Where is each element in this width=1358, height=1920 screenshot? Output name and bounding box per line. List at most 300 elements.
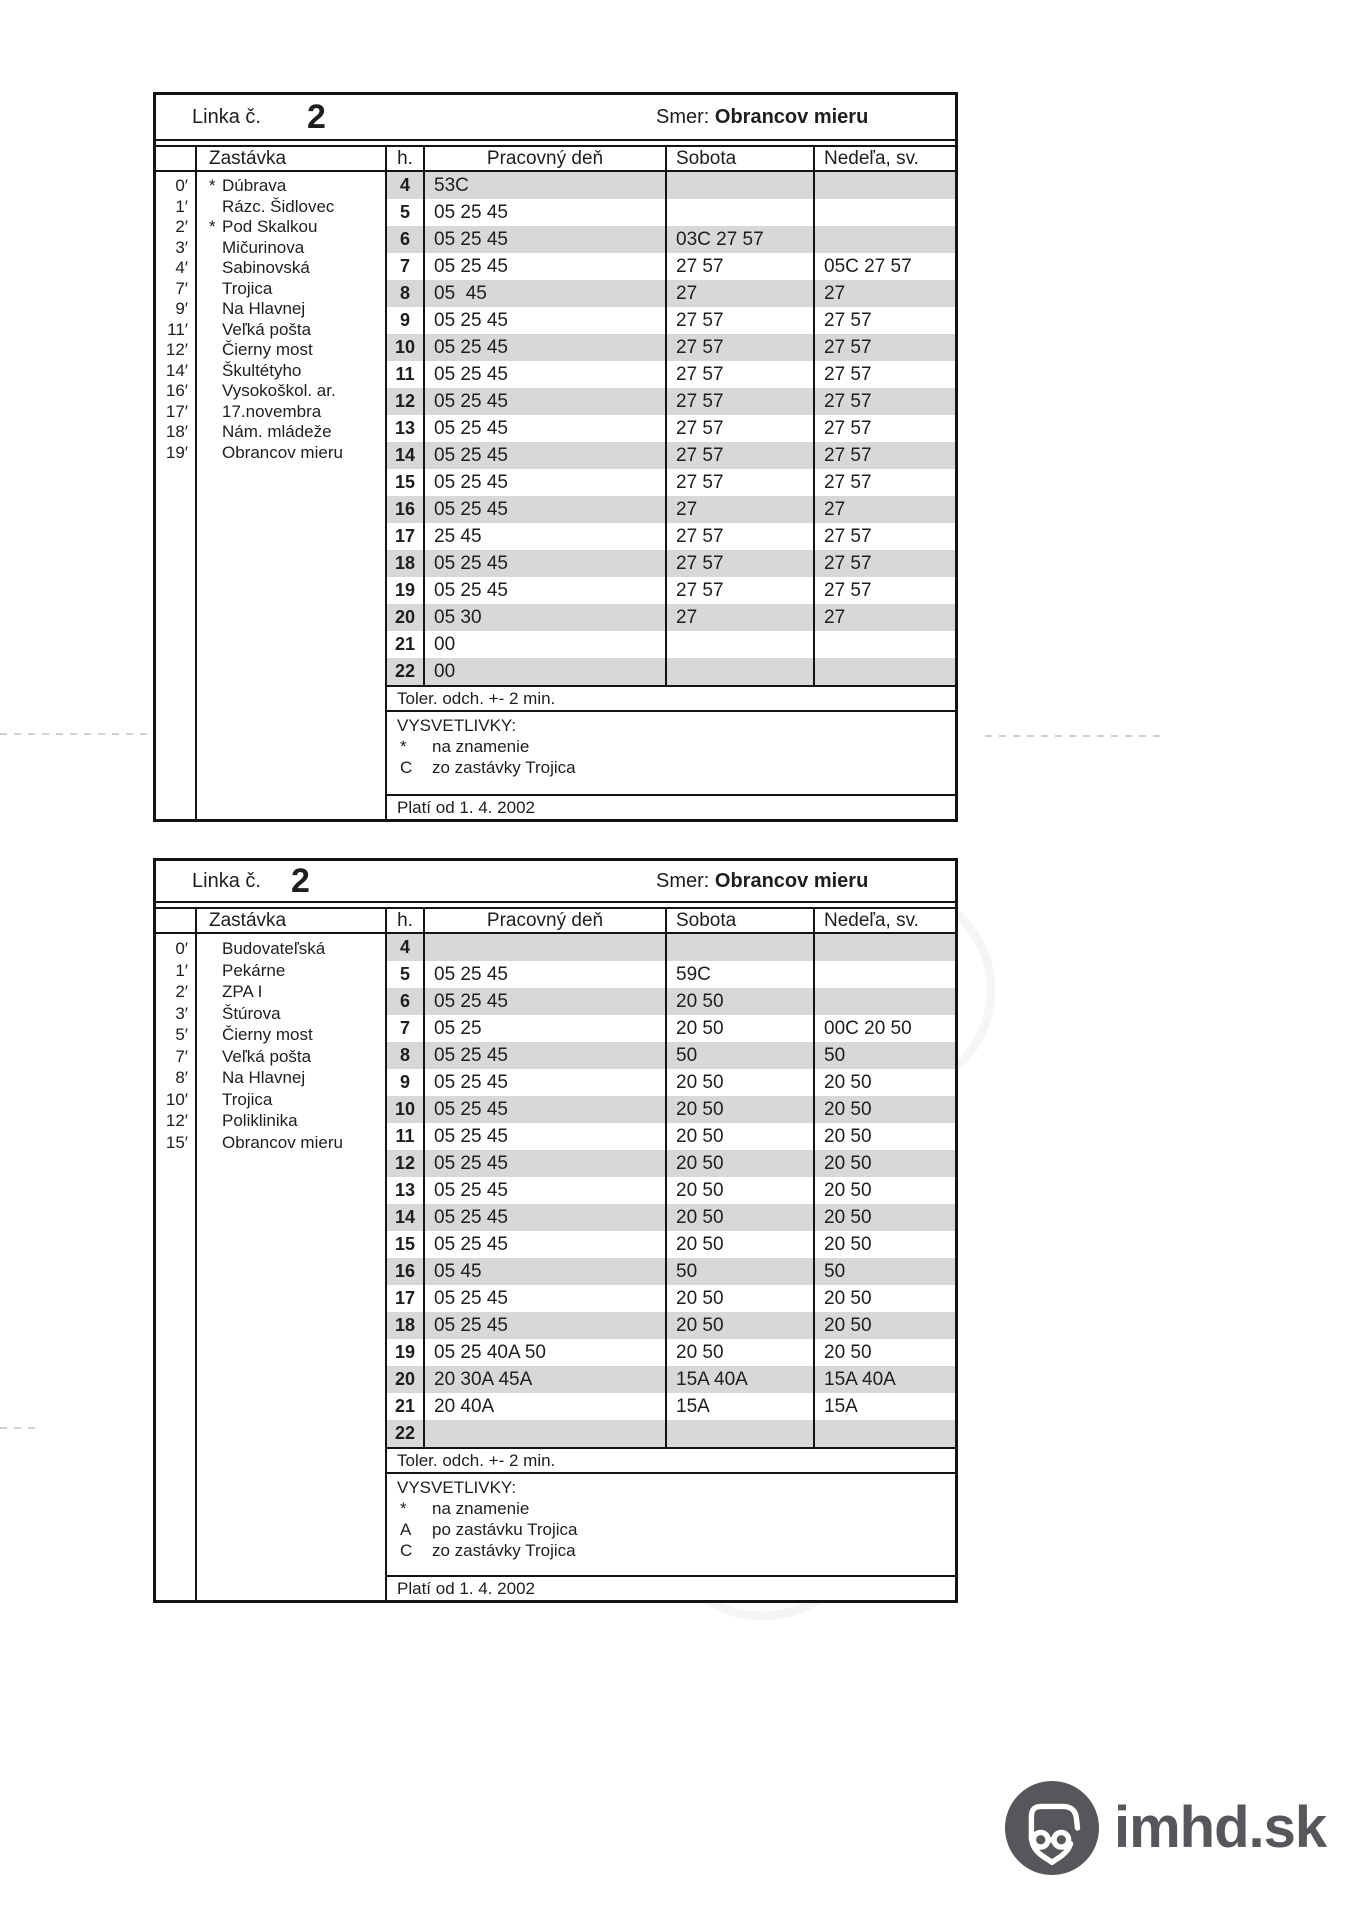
- hour-row: [387, 934, 955, 961]
- stop-name-line: [197, 340, 385, 361]
- hour-cell: 16: [387, 1258, 425, 1285]
- hour-cell: 8: [387, 280, 425, 307]
- hour-row: [387, 1204, 955, 1231]
- workday-times: 05 25: [425, 1015, 667, 1042]
- stop-name: Na Hlavnej: [222, 1068, 306, 1087]
- column-header-hour: h.: [387, 909, 425, 932]
- timetable-grid: [156, 907, 955, 1600]
- hour-cell: 4: [387, 172, 425, 199]
- stop-name: Veľká pošta: [222, 1046, 312, 1066]
- sunday-times: 27: [824, 282, 846, 304]
- legend-block: [387, 710, 955, 794]
- sunday-times: 20 50: [824, 1071, 872, 1093]
- saturday-times: 15A 40A: [667, 1366, 815, 1393]
- stop-name-line: [197, 938, 385, 960]
- workday-times: 53C: [425, 172, 667, 199]
- hour-row: [387, 1258, 955, 1285]
- stop-offset: 1′: [175, 196, 188, 216]
- stop-name-line: [197, 402, 385, 423]
- column-header-workday: Pracovný deň: [425, 909, 667, 932]
- sunday-times: 27 57: [824, 552, 872, 574]
- workday-times: 05 25 45: [425, 361, 667, 388]
- stop-offset: 7′: [175, 1046, 188, 1066]
- saturday-times: 20 50: [667, 1339, 815, 1366]
- sunday-times: 20 50: [824, 1179, 872, 1201]
- column-header-row: [156, 909, 955, 934]
- stop-name: Štúrova: [222, 1003, 281, 1023]
- legend-item: [397, 736, 955, 757]
- sunday-times: [815, 961, 955, 988]
- stop-names-column: [197, 934, 387, 1600]
- direction-value: Obrancov mieru: [714, 869, 869, 892]
- saturday-times: 20 50: [667, 1123, 815, 1150]
- stop-name: Budovateľská: [222, 939, 326, 958]
- timetable-grid: [156, 145, 955, 819]
- sunday-times: [815, 226, 955, 253]
- stop-offset: 3′: [175, 237, 188, 257]
- hour-cell: 9: [387, 1069, 425, 1096]
- hour-cell: 4: [387, 934, 425, 961]
- sunday-times: 00C 20 50: [824, 1017, 912, 1039]
- stop-name-line: [197, 1003, 385, 1025]
- saturday-times: 20 50: [667, 1096, 815, 1123]
- stop-name-line: [197, 279, 385, 300]
- stop-name: Čierny most: [222, 1025, 313, 1044]
- scan-artifact: [0, 733, 148, 735]
- workday-times: 20 40A: [425, 1393, 667, 1420]
- hour-row: [387, 631, 955, 658]
- imhd-logo-icon: [1003, 1779, 1101, 1877]
- stop-offset: 12′: [165, 340, 188, 359]
- stop-name-line: [197, 1024, 385, 1046]
- sunday-times: 27 57: [824, 444, 872, 466]
- direction-label: Smer:: [656, 105, 715, 128]
- workday-times: 05 30: [425, 604, 667, 631]
- hour-cell: 22: [387, 658, 425, 685]
- legend-symbol: A: [400, 1520, 412, 1539]
- stop-name-line: [197, 1067, 385, 1089]
- saturday-times: 27 57: [667, 415, 815, 442]
- hour-row: [387, 361, 955, 388]
- workday-times: 05 25 45: [425, 1204, 667, 1231]
- column-header-sunday: Nedeľa, sv.: [824, 147, 919, 169]
- saturday-times: 20 50: [667, 1231, 815, 1258]
- legend-text: zo zastávky Trojica: [432, 758, 576, 777]
- workday-times: 05 25 45: [425, 961, 667, 988]
- sunday-times: 20 50: [824, 1125, 872, 1147]
- stop-name-line: [197, 361, 385, 382]
- hour-cell: 18: [387, 1312, 425, 1339]
- sunday-times: [815, 934, 955, 961]
- workday-times: 05 25 45: [425, 226, 667, 253]
- workday-times: 05 25 45: [425, 253, 667, 280]
- stop-name: Nám. mládeže: [222, 422, 332, 441]
- stop-name: Na Hlavnej: [222, 299, 306, 318]
- sunday-times: [815, 988, 955, 1015]
- line-number: 2: [290, 862, 310, 900]
- saturday-times: 20 50: [667, 1204, 815, 1231]
- legend-title: VYSVETLIVKY:: [397, 1478, 517, 1497]
- sunday-times: 15A: [824, 1395, 858, 1417]
- sunday-times: [815, 1420, 955, 1447]
- hour-cell: 7: [387, 1015, 425, 1042]
- hour-row: [387, 658, 955, 685]
- hour-row: [387, 199, 955, 226]
- workday-times: 05 25 45: [425, 1096, 667, 1123]
- workday-times: 00: [425, 658, 667, 685]
- hour-cell: 6: [387, 226, 425, 253]
- stop-name-line: [197, 1132, 385, 1154]
- stop-name-line: [197, 1046, 385, 1068]
- hour-row: [387, 469, 955, 496]
- saturday-times: 50: [667, 1258, 815, 1285]
- imhd-logo: [1003, 1779, 1326, 1877]
- direction-label: Smer:: [656, 869, 715, 892]
- workday-times: 05 25 45: [425, 388, 667, 415]
- saturday-times: 15A: [667, 1393, 815, 1420]
- stop-offsets-column: [156, 934, 197, 1600]
- stop-offset: 7′: [175, 278, 188, 298]
- stop-name: Obrancov mieru: [222, 1132, 343, 1152]
- legend-text: na znamenie: [432, 1499, 530, 1518]
- hour-row: [387, 604, 955, 631]
- column-header-row: [156, 147, 955, 172]
- hour-row: [387, 988, 955, 1015]
- valid-from: Platí od 1. 4. 2002: [387, 1575, 955, 1600]
- workday-times: 05 25 45: [425, 1042, 667, 1069]
- column-header-saturday: Sobota: [667, 147, 815, 170]
- saturday-times: 20 50: [667, 1312, 815, 1339]
- hour-cell: 19: [387, 1339, 425, 1366]
- stop-offset: 17′: [165, 401, 188, 421]
- sunday-times: 20 50: [824, 1152, 872, 1174]
- hour-cell: 8: [387, 1042, 425, 1069]
- hour-row: [387, 280, 955, 307]
- saturday-times: 27 57: [667, 388, 815, 415]
- stop-name: Škultétyho: [222, 360, 302, 380]
- saturday-times: [667, 172, 815, 199]
- workday-times: 05 25 45: [425, 469, 667, 496]
- workday-times: 05 25 45: [425, 1150, 667, 1177]
- stop-name: Veľká pošta: [222, 319, 312, 339]
- hour-row: [387, 1123, 955, 1150]
- line-label: Linka č.: [192, 869, 261, 892]
- scan-artifact: [0, 1427, 38, 1429]
- direction: [656, 106, 868, 129]
- hour-cell: 22: [387, 1420, 425, 1447]
- hour-row: [387, 1177, 955, 1204]
- saturday-times: 27 57: [667, 442, 815, 469]
- workday-times: 05 25 45: [425, 1312, 667, 1339]
- saturday-times: 27 57: [667, 307, 815, 334]
- workday-times: 05 25 45: [425, 1069, 667, 1096]
- hour-cell: 18: [387, 550, 425, 577]
- hour-row: [387, 1339, 955, 1366]
- hour-row: [387, 961, 955, 988]
- sunday-times: [815, 172, 955, 199]
- hour-cell: 6: [387, 988, 425, 1015]
- hour-cell: 14: [387, 442, 425, 469]
- hour-cell: 5: [387, 199, 425, 226]
- line-number: 2: [306, 98, 326, 136]
- sunday-times: 20 50: [824, 1098, 872, 1120]
- hour-row: [387, 226, 955, 253]
- column-header-workday: Pracovný deň: [425, 147, 667, 170]
- hour-cell: 11: [387, 1123, 425, 1150]
- workday-times: 05 45: [425, 280, 667, 307]
- column-header-offset: [156, 147, 197, 170]
- saturday-times: 20 50: [667, 988, 815, 1015]
- sunday-times: 27 57: [824, 525, 872, 547]
- saturday-times: 27 57: [667, 361, 815, 388]
- stop-name: Poliklinika: [222, 1111, 298, 1130]
- sunday-times: [815, 631, 955, 658]
- hour-cell: 20: [387, 1366, 425, 1393]
- saturday-times: 03C 27 57: [667, 226, 815, 253]
- hour-cell: 15: [387, 1231, 425, 1258]
- scan-artifact: [985, 735, 1160, 737]
- hour-cell: 15: [387, 469, 425, 496]
- hour-cell: 7: [387, 253, 425, 280]
- tolerance-note: Toler. odch. +- 2 min.: [387, 685, 955, 710]
- legend-items: [397, 736, 955, 778]
- hour-cell: 21: [387, 1393, 425, 1420]
- saturday-times: 27: [667, 604, 815, 631]
- stop-offset: 4′: [175, 258, 188, 277]
- stop-name: Dúbrava: [222, 176, 287, 195]
- legend-item: [397, 1498, 955, 1519]
- sunday-times: 50: [824, 1044, 846, 1066]
- saturday-times: [667, 1420, 815, 1447]
- hour-cell: 12: [387, 1150, 425, 1177]
- hour-cell: 17: [387, 1285, 425, 1312]
- column-header-offset: [156, 909, 197, 932]
- sunday-times: 27 57: [824, 309, 872, 331]
- workday-times: [425, 1420, 667, 1447]
- imhd-logo-text: imhd.sk: [1114, 1795, 1327, 1860]
- stop-names-column: [197, 172, 387, 819]
- legend-items: [397, 1498, 955, 1561]
- hour-cell: 19: [387, 577, 425, 604]
- workday-times: 05 25 45: [425, 334, 667, 361]
- hour-row: [387, 550, 955, 577]
- workday-times: 05 25 45: [425, 550, 667, 577]
- stop-name-line: [197, 197, 385, 218]
- sunday-times: 15A 40A: [824, 1368, 896, 1390]
- stop-offset: 8′: [175, 1068, 188, 1087]
- hour-row: [387, 388, 955, 415]
- hour-row: [387, 1042, 955, 1069]
- hour-cell: 16: [387, 496, 425, 523]
- saturday-times: 27 57: [667, 469, 815, 496]
- workday-times: 05 25 45: [425, 1285, 667, 1312]
- legend-symbol: C: [400, 758, 413, 777]
- column-header-stop: Zastávka: [197, 909, 387, 932]
- stop-offset: 16′: [165, 381, 188, 400]
- stop-name-line: [197, 299, 385, 320]
- stop-name: ZPA I: [222, 982, 263, 1001]
- stop-name-line: [197, 422, 385, 443]
- stop-offset: 15′: [165, 1132, 188, 1152]
- stop-name-line: [197, 1089, 385, 1111]
- saturday-times: [667, 199, 815, 226]
- hour-row: [387, 577, 955, 604]
- stop-name-line: [197, 320, 385, 341]
- workday-times: [425, 934, 667, 961]
- hour-row: [387, 172, 955, 199]
- workday-times: 05 25 45: [425, 1177, 667, 1204]
- hour-row: [387, 1366, 955, 1393]
- sunday-times: 27 57: [824, 336, 872, 358]
- hour-row: [387, 1150, 955, 1177]
- workday-times: 05 25 40A 50: [425, 1339, 667, 1366]
- stop-name-line: [197, 981, 385, 1003]
- table-title-bar: [156, 861, 955, 903]
- saturday-times: 20 50: [667, 1285, 815, 1312]
- hour-row: [387, 334, 955, 361]
- workday-times: 05 45: [425, 1258, 667, 1285]
- timetable: [153, 92, 958, 822]
- stop-offset: 0′: [175, 176, 188, 195]
- saturday-times: 20 50: [667, 1015, 815, 1042]
- sunday-times: 50: [824, 1260, 846, 1282]
- column-header-saturday: Sobota: [667, 909, 815, 932]
- workday-times: 05 25 45: [425, 307, 667, 334]
- stops-panel: [156, 172, 387, 819]
- hour-row: [387, 1069, 955, 1096]
- hour-row: [387, 1096, 955, 1123]
- timetable-body: [156, 172, 955, 819]
- legend-symbol: C: [400, 1541, 413, 1560]
- table-title-bar: [156, 95, 955, 141]
- workday-times: 20 30A 45A: [425, 1366, 667, 1393]
- hour-row: [387, 523, 955, 550]
- stop-name: Obrancov mieru: [222, 442, 343, 462]
- hour-cell: 10: [387, 1096, 425, 1123]
- stop-offset: 18′: [165, 422, 188, 441]
- workday-times: 25 45: [425, 523, 667, 550]
- stop-offset: 5′: [175, 1025, 188, 1044]
- stop-name: Vysokoškol. ar.: [222, 381, 336, 400]
- saturday-times: 27 57: [667, 334, 815, 361]
- on-demand-star: *: [209, 176, 216, 195]
- stops-panel: [156, 934, 387, 1600]
- legend-text: na znamenie: [432, 737, 530, 756]
- stop-name-line: [197, 381, 385, 402]
- stop-offset: 0′: [175, 939, 188, 958]
- hour-cell: 17: [387, 523, 425, 550]
- line-label: Linka č.: [192, 105, 261, 128]
- legend-symbol: *: [400, 737, 407, 756]
- hour-cell: 21: [387, 631, 425, 658]
- direction-value: Obrancov mieru: [714, 105, 869, 128]
- sunday-times: 20 50: [824, 1314, 872, 1336]
- sunday-times: 20 50: [824, 1287, 872, 1309]
- saturday-times: 50: [667, 1042, 815, 1069]
- stop-offset: 1′: [175, 960, 188, 980]
- sunday-times: 27 57: [824, 471, 872, 493]
- saturday-times: 59C: [667, 961, 815, 988]
- saturday-times: 27 57: [667, 550, 815, 577]
- stop-offset: 10′: [165, 1089, 188, 1109]
- stop-offset: 14′: [165, 360, 188, 380]
- saturday-times: 27: [667, 496, 815, 523]
- sunday-times: 20 50: [824, 1341, 872, 1363]
- hour-rows: [387, 172, 955, 685]
- hour-cell: 12: [387, 388, 425, 415]
- timetable-body: [156, 934, 955, 1600]
- hour-rows: [387, 934, 955, 1447]
- stop-name: Pekárne: [222, 960, 286, 980]
- hour-row: [387, 1231, 955, 1258]
- timetable: [153, 858, 958, 1603]
- sunday-times: 27 57: [824, 579, 872, 601]
- stop-name: Trojica: [222, 1089, 273, 1109]
- sunday-times: 20 50: [824, 1206, 872, 1228]
- column-header-stop: Zastávka: [197, 147, 387, 170]
- column-header-hour: h.: [387, 147, 425, 170]
- legend-block: [387, 1472, 955, 1575]
- saturday-times: 20 50: [667, 1150, 815, 1177]
- hour-cell: 9: [387, 307, 425, 334]
- tolerance-note: Toler. odch. +- 2 min.: [387, 1447, 955, 1472]
- stop-name: Mičurinova: [222, 237, 305, 257]
- sunday-times: 27: [824, 498, 846, 520]
- hour-row: [387, 1285, 955, 1312]
- legend-title: VYSVETLIVKY:: [397, 716, 517, 735]
- saturday-times: 20 50: [667, 1069, 815, 1096]
- stop-name: Sabinovská: [222, 258, 310, 277]
- stop-offset: 3′: [175, 1003, 188, 1023]
- sunday-times: [815, 658, 955, 685]
- hour-cell: 11: [387, 361, 425, 388]
- sunday-times: 27 57: [824, 363, 872, 385]
- hour-cell: 13: [387, 1177, 425, 1204]
- workday-times: 05 25 45: [425, 199, 667, 226]
- saturday-times: 27: [667, 280, 815, 307]
- stop-name: Rázc. Šidlovec: [222, 196, 335, 216]
- stop-offset: 11′: [167, 319, 188, 339]
- workday-times: 05 25 45: [425, 415, 667, 442]
- saturday-times: 27 57: [667, 253, 815, 280]
- hour-row: [387, 496, 955, 523]
- hour-row: [387, 415, 955, 442]
- workday-times: 05 25 45: [425, 496, 667, 523]
- saturday-times: 27 57: [667, 577, 815, 604]
- hour-row: [387, 1420, 955, 1447]
- stop-name: 17.novembra: [222, 401, 322, 421]
- saturday-times: [667, 631, 815, 658]
- legend-item: [397, 757, 955, 778]
- hour-row: [387, 442, 955, 469]
- stop-name: Pod Skalkou: [222, 217, 318, 236]
- saturday-times: [667, 658, 815, 685]
- direction: [656, 870, 868, 893]
- column-header-sunday: Nedeľa, sv.: [824, 909, 919, 931]
- hour-cell: 13: [387, 415, 425, 442]
- stop-name-line: [197, 258, 385, 279]
- hour-cell: 14: [387, 1204, 425, 1231]
- stop-offset: 9′: [175, 299, 188, 318]
- valid-from: Platí od 1. 4. 2002: [387, 794, 955, 819]
- stop-name-line: [197, 960, 385, 982]
- hour-cell: 20: [387, 604, 425, 631]
- sunday-times: 20 50: [824, 1233, 872, 1255]
- legend-symbol: *: [400, 1499, 407, 1518]
- legend-text: zo zastávky Trojica: [432, 1541, 576, 1560]
- stop-offset: 19′: [165, 442, 188, 462]
- stop-name: Čierny most: [222, 340, 313, 359]
